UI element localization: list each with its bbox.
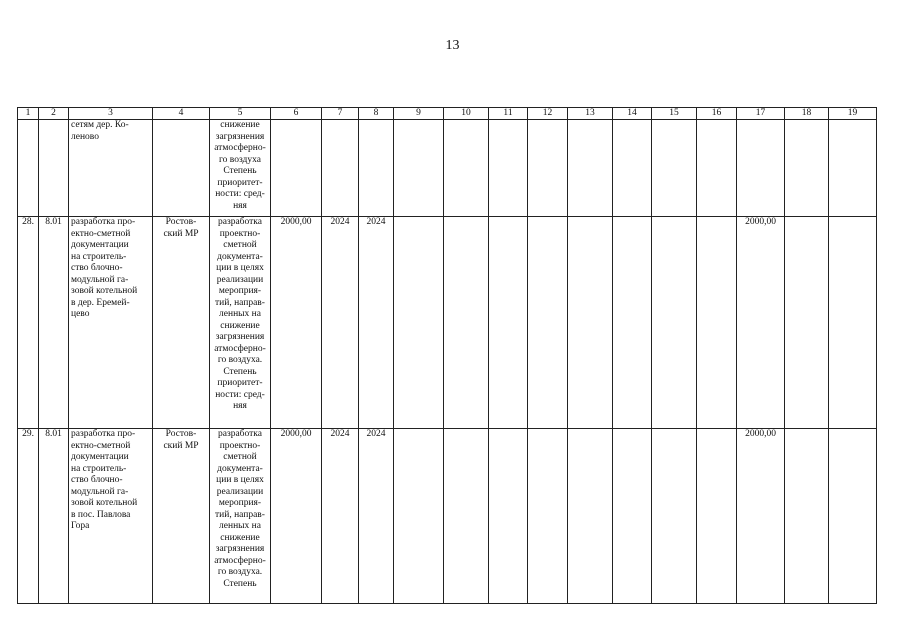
header-cell: 1 xyxy=(18,108,39,120)
empty-cell xyxy=(394,429,444,604)
page-number: 13 xyxy=(445,38,460,53)
header-cell: 17 xyxy=(737,108,785,120)
table-row xyxy=(18,429,877,604)
empty-cell xyxy=(444,429,489,604)
start-year-cell: 2024 xyxy=(322,429,359,604)
measure-name-cell xyxy=(69,120,153,217)
code-cell xyxy=(39,120,69,217)
empty-cell xyxy=(444,120,489,217)
empty-cell xyxy=(528,217,568,429)
empty-cell xyxy=(697,429,737,604)
header-cell: 6 xyxy=(271,108,322,120)
measure-name-text: сетям дер. Ко- леново xyxy=(71,120,129,142)
cost-cell: 2000,00 xyxy=(271,429,322,604)
end-year-cell: 2024 xyxy=(359,429,394,604)
executor-text: Ростов- ский МР xyxy=(163,217,199,239)
row-number-cell: 29. xyxy=(18,429,39,604)
header-cell: 3 xyxy=(69,108,153,120)
empty-cell xyxy=(489,429,528,604)
table-row xyxy=(18,120,877,217)
empty-cell xyxy=(394,217,444,429)
funding-cell: 2000,00 xyxy=(737,217,785,429)
start-year-cell: 2024 xyxy=(322,217,359,429)
executor-text: Ростов- ский МР xyxy=(163,429,199,451)
measure-name-cell xyxy=(69,217,153,429)
header-cell: 7 xyxy=(322,108,359,120)
header-cell: 11 xyxy=(489,108,528,120)
header-row xyxy=(18,108,877,120)
measure-name-text: разработка про- ектно-сметной документации на строитель- ство блочно- модульной га- зовой котельной в пос. Павлова Гора xyxy=(71,429,138,531)
empty-cell xyxy=(785,120,829,217)
empty-cell xyxy=(568,120,613,217)
header-cell: 5 xyxy=(210,108,271,120)
funding-cell xyxy=(737,120,785,217)
result-text: снижение загрязнения атмосферно- го воздуха Степень приоритет- ности: сред- няя xyxy=(214,120,266,211)
measure-name-cell xyxy=(69,429,153,604)
empty-cell xyxy=(528,429,568,604)
empty-cell xyxy=(785,217,829,429)
end-year-cell xyxy=(359,120,394,217)
header-cell: 18 xyxy=(785,108,829,120)
result-cell xyxy=(210,120,271,217)
header-cell: 4 xyxy=(153,108,210,120)
empty-cell xyxy=(652,429,697,604)
code-cell: 8.01 xyxy=(39,217,69,429)
row-number-cell xyxy=(18,120,39,217)
start-year-cell xyxy=(322,120,359,217)
executor-cell xyxy=(153,429,210,604)
header-cell: 9 xyxy=(394,108,444,120)
executor-cell xyxy=(153,120,210,217)
header-cell: 15 xyxy=(652,108,697,120)
table-row xyxy=(18,217,877,429)
row-number-cell: 28. xyxy=(18,217,39,429)
empty-cell xyxy=(568,217,613,429)
header-cell: 14 xyxy=(613,108,652,120)
empty-cell xyxy=(568,429,613,604)
result-text: разработка проектно- сметной документа- ции в целях реализации мероприя- тий, направ- ленных на снижение загрязнения атмосферно- го воздуха. Степень xyxy=(214,429,266,589)
executor-cell xyxy=(153,217,210,429)
empty-cell xyxy=(489,120,528,217)
empty-cell xyxy=(444,217,489,429)
empty-cell xyxy=(652,217,697,429)
empty-cell xyxy=(829,217,877,429)
end-year-cell: 2024 xyxy=(359,217,394,429)
cost-cell: 2000,00 xyxy=(271,217,322,429)
empty-cell xyxy=(652,120,697,217)
result-cell xyxy=(210,217,271,429)
empty-cell xyxy=(613,429,652,604)
result-cell xyxy=(210,429,271,604)
header-cell: 19 xyxy=(829,108,877,120)
empty-cell xyxy=(528,120,568,217)
program-table xyxy=(17,107,877,604)
result-text: разработка проектно- сметной документа- ции в целях реализации мероприя- тий, направ- ленных на снижение загрязнения атмосферно- го воздуха. Степень приоритет- ности: сред- няя xyxy=(214,217,266,411)
empty-cell xyxy=(829,429,877,604)
empty-cell xyxy=(394,120,444,217)
funding-cell: 2000,00 xyxy=(737,429,785,604)
header-cell: 2 xyxy=(39,108,69,120)
cost-cell xyxy=(271,120,322,217)
empty-cell xyxy=(489,217,528,429)
header-cell: 16 xyxy=(697,108,737,120)
empty-cell xyxy=(785,429,829,604)
empty-cell xyxy=(697,120,737,217)
measure-name-text: разработка про- ектно-сметной документации на строитель- ство блочно- модульной га- зовой котельной в дер. Еремей- цево xyxy=(71,217,138,319)
empty-cell xyxy=(613,217,652,429)
header-cell: 12 xyxy=(528,108,568,120)
code-cell: 8.01 xyxy=(39,429,69,604)
header-cell: 10 xyxy=(444,108,489,120)
header-cell: 8 xyxy=(359,108,394,120)
header-cell: 13 xyxy=(568,108,613,120)
empty-cell xyxy=(829,120,877,217)
empty-cell xyxy=(697,217,737,429)
empty-cell xyxy=(613,120,652,217)
